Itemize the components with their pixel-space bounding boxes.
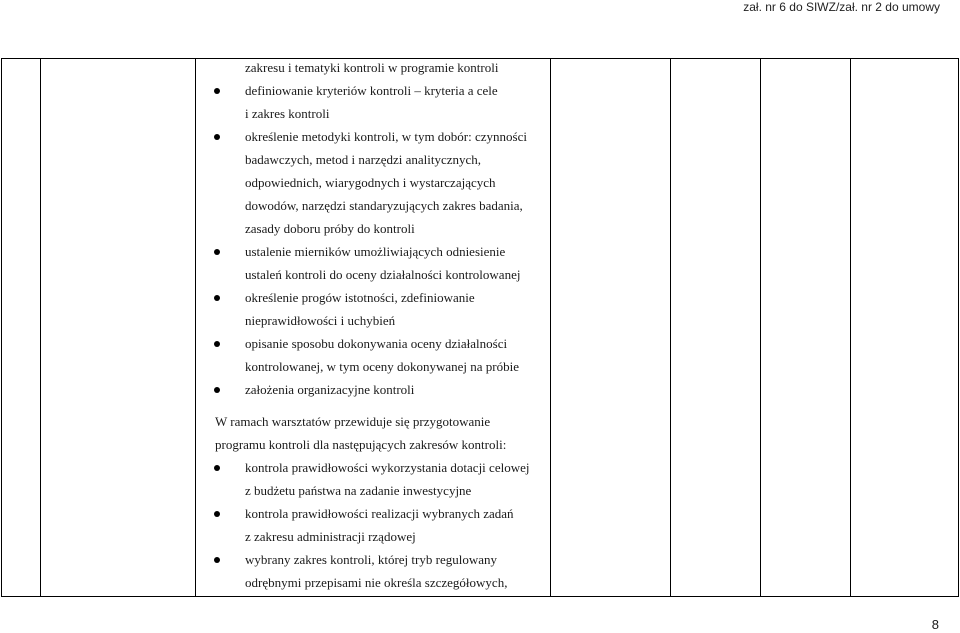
list-item-text: zasady doboru próby do kontroli (245, 221, 415, 236)
bullet-icon (214, 557, 220, 563)
page-number: 8 (931, 617, 939, 632)
column-divider (550, 59, 551, 596)
list-item-text: odrębnymi przepisami nie określa szczegółowych, (245, 575, 508, 590)
column-divider (195, 59, 196, 596)
column-divider (670, 59, 671, 596)
list-item-text: wybrany zakres kontroli, której tryb regulowany (245, 552, 497, 567)
list-item-text: badawczych, metod i narzędzi analitycznych, (245, 152, 482, 167)
list-item-text: ustaleń kontroli do oceny działalności kontrolowanej (245, 267, 521, 282)
list-item-text: kontrola prawidłowości realizacji wybranych zadań (245, 506, 514, 521)
list-item-text: określenie metodyki kontroli, w tym dobór: czynności (245, 129, 527, 144)
bullet-icon (214, 249, 220, 255)
list-item-text: kontrola prawidłowości wykorzystania dotacji celowej (245, 460, 530, 475)
bullet-icon (214, 341, 220, 347)
list-item-text: z zakresu administracji rządowej (245, 529, 416, 544)
bullet-icon (214, 511, 220, 517)
list-item-text: zakresu i tematyki kontroli w programie kontroli (245, 60, 499, 75)
column-divider (760, 59, 761, 596)
header-annotation: zał. nr 6 do SIWZ/zał. nr 2 do umowy (743, 0, 940, 14)
list-item-text: i zakres kontroli (245, 106, 330, 121)
bullet-icon (214, 88, 220, 94)
list-item-text: kontrolowanej, w tym oceny dokonywanej na próbie (245, 359, 520, 374)
list-item-text: określenie progów istotności, zdefiniowanie (245, 290, 475, 305)
bullet-icon (214, 387, 220, 393)
list-item-text: dowodów, narzędzi standaryzujących zakres badania, (245, 198, 523, 213)
column-divider (850, 59, 851, 596)
list-item-text: założenia organizacyjne kontroli (245, 382, 415, 397)
list-item-text: nieprawidłowości i uchybień (245, 313, 396, 328)
bullet-icon (214, 134, 220, 140)
list-item-text: definiowanie kryteriów kontroli – kryteria a cele (245, 83, 498, 98)
bullet-icon (214, 295, 220, 301)
document-header (0, 0, 960, 20)
list-item-text: z budżetu państwa na zadanie inwestycyjne (245, 483, 472, 498)
paragraph-text: programu kontroli dla następujących zakresów kontroli: (215, 437, 507, 452)
list-item-text: opisanie sposobu dokonywania oceny działalności (245, 336, 508, 351)
paragraph-text: W ramach warsztatów przewiduje się przygotowanie (215, 414, 491, 429)
list-item-text: ustalenie mierników umożliwiających odniesienie (245, 244, 506, 259)
list-item-text: odpowiednich, wiarygodnych i wystarczających (245, 175, 496, 190)
bullet-icon (214, 465, 220, 471)
column-divider (40, 59, 41, 596)
